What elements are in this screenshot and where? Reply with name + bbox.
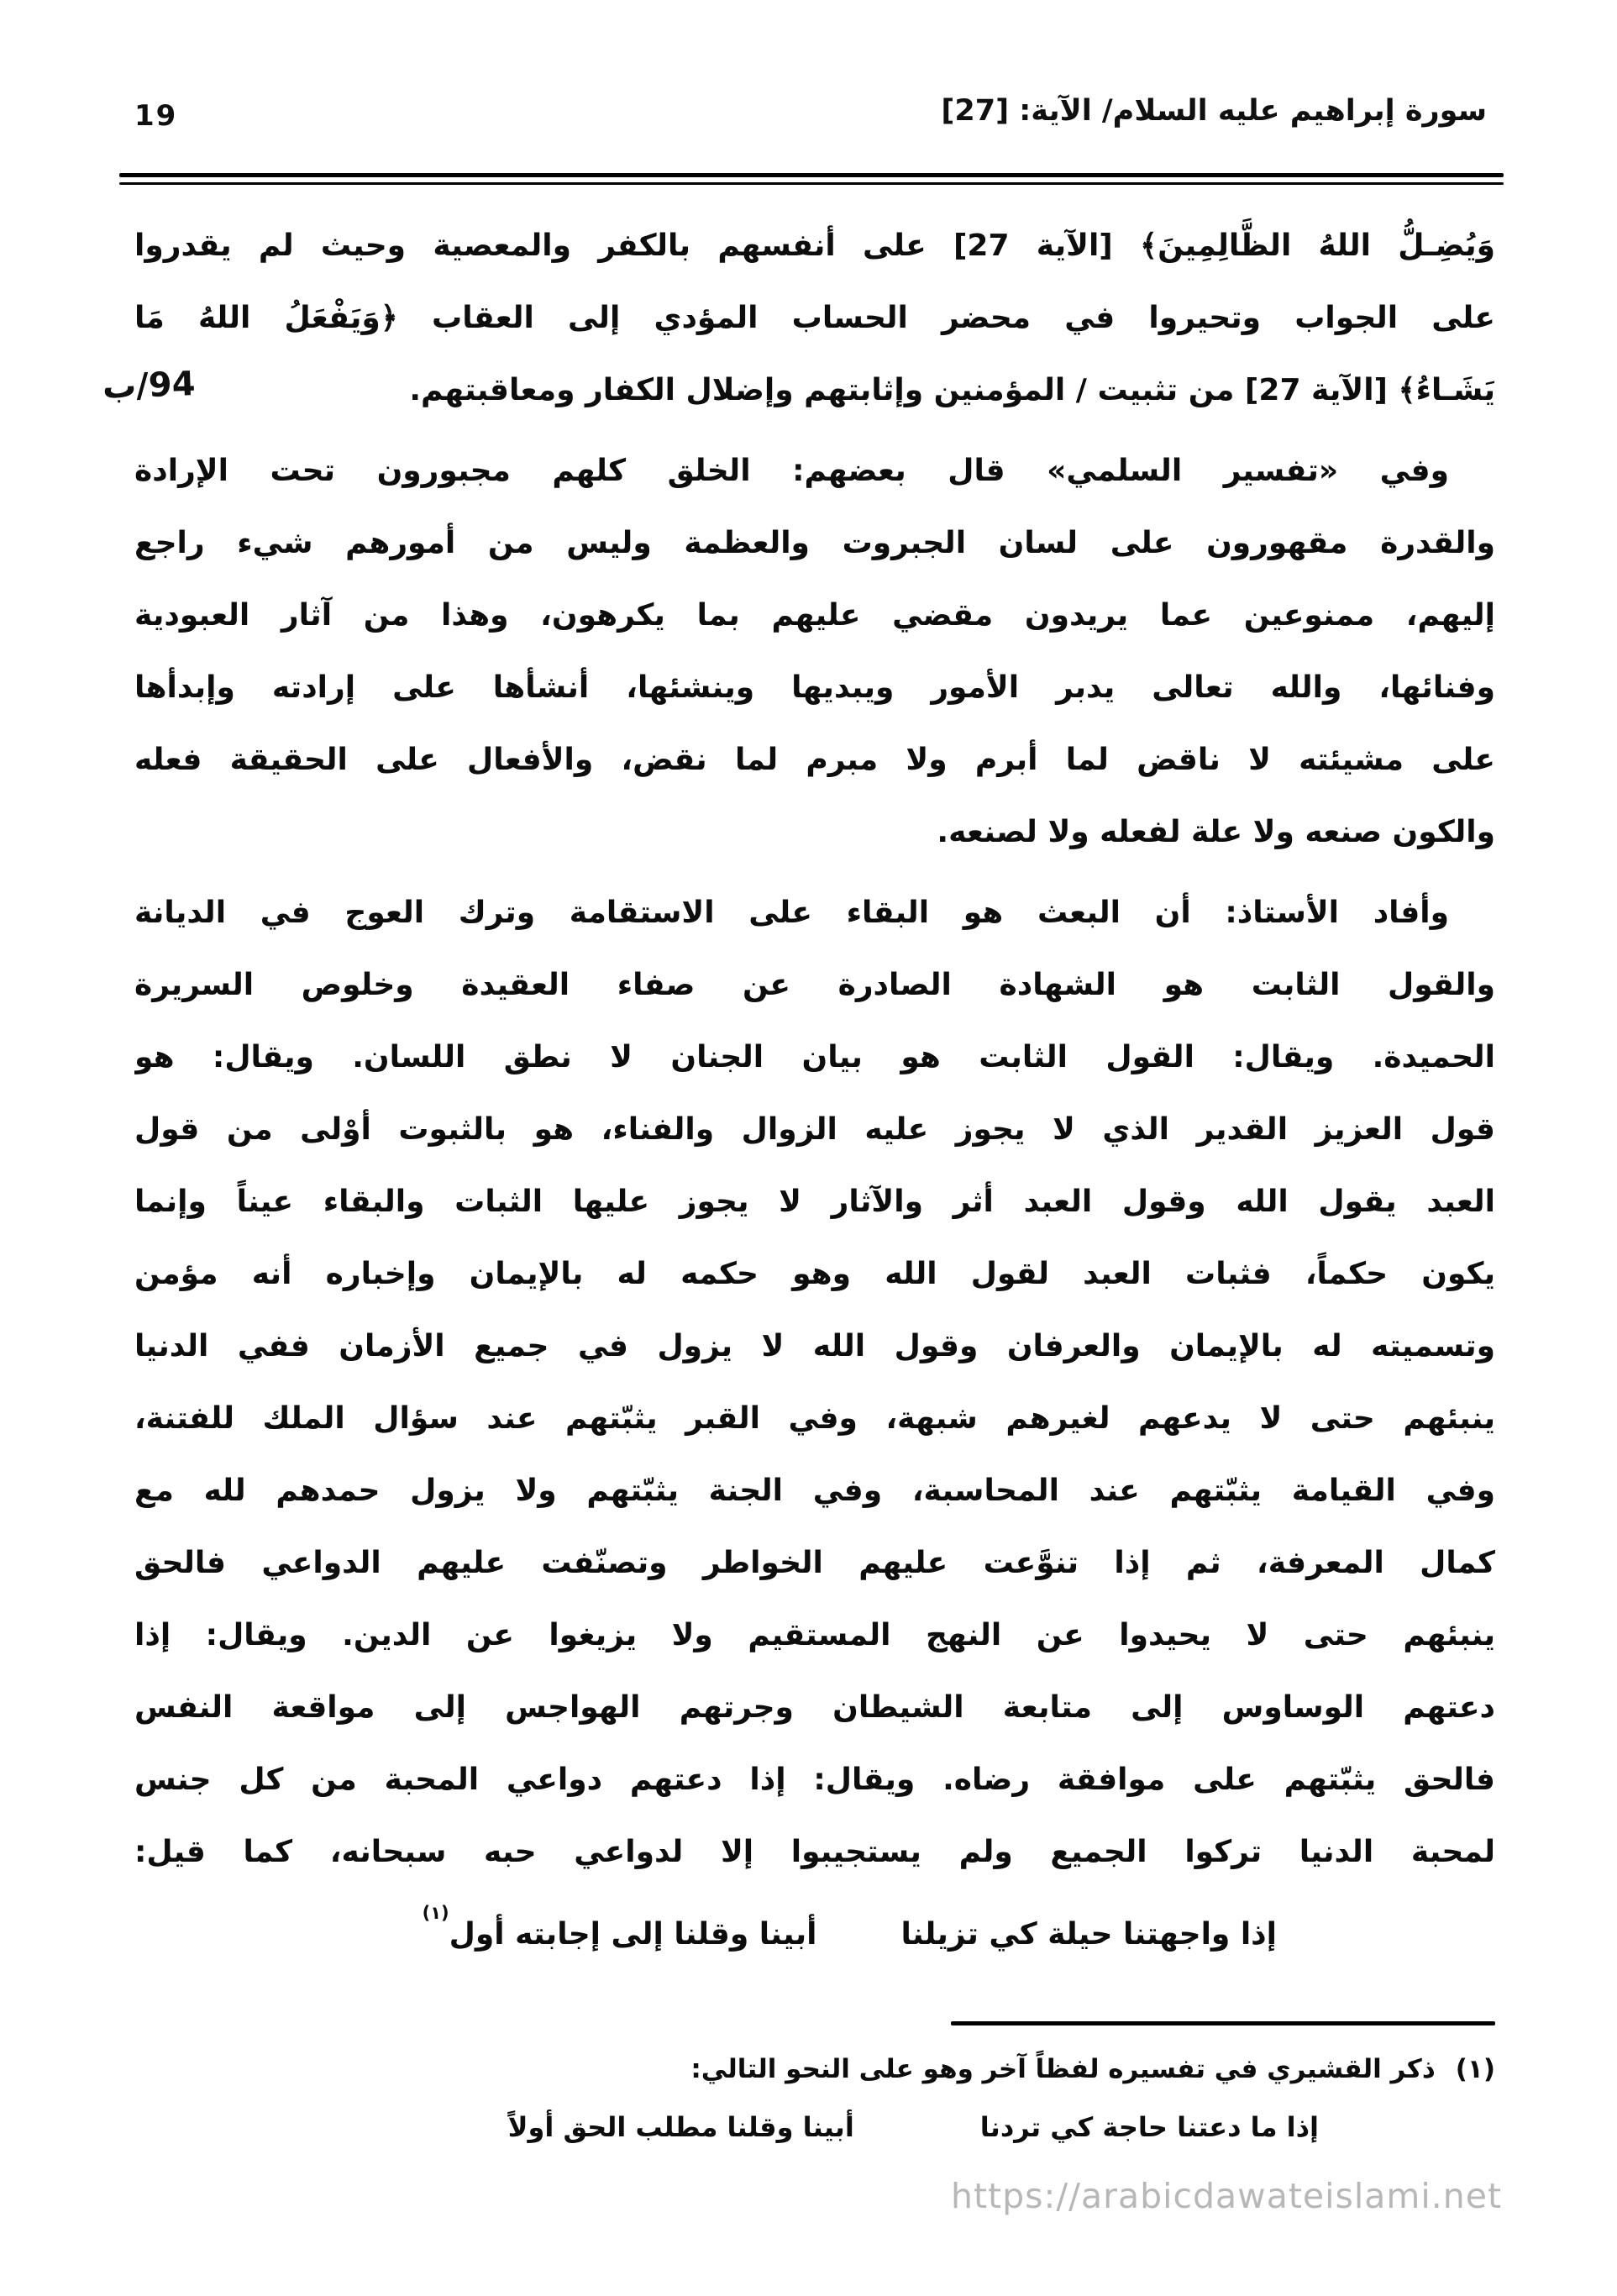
body-line: وتسميته له بالإيمان والعرفان وقول الله لا يزول في جميع الأزمان ففي الدنيا <box>134 1329 1495 1363</box>
footnote-verse <box>134 2108 1495 2146</box>
footnote-verse-right: إذا ما دعتنا حاجة كي تردنا <box>979 2111 1319 2143</box>
body-line: قول العزيز القدير الذي لا يجوز عليه الزوال والفناء، هو بالثبوت أوْلى من قول <box>134 1112 1495 1147</box>
header-rule-top <box>119 173 1504 177</box>
page-number: 19 <box>134 99 178 133</box>
body-line: ينبئهم حتى لا يدعهم لغيرهم شبهة، وفي القبر يثبّتهم عند سؤال الملك للفتنة، <box>134 1401 1495 1436</box>
verse-couplet <box>134 1899 1495 1971</box>
body-line: الحميدة. ويقال: القول الثابت هو بيان الجنان لا نطق اللسان. ويقال: هو <box>134 1040 1495 1074</box>
footnote-block <box>134 2021 1495 2146</box>
footnote-text: ذكر القشيري في تفسيره لفظاً آخر وهو على النحو التالي: <box>690 2054 1436 2084</box>
header-rule-bottom <box>119 182 1504 185</box>
verse-hemistich-left <box>423 1899 817 1971</box>
footnote-verse-left: أبينا وقلنا مطلب الحق أولاً <box>507 2111 854 2143</box>
body-line: وفي القيامة يثبّتهم عند المحاسبة، وفي الجنة يثبّتهم ولا يزول حمدهم لله مع <box>134 1474 1495 1508</box>
verse-hemistich-right: إذا واجهتنا حيلة كي تزيلنا <box>900 1917 1277 1952</box>
body-line: وفنائها، والله تعالى يدبر الأمور ويبديها وينشئها، أنشأها على إرادته وإبدأها <box>134 670 1495 705</box>
footnote-reference: (١) <box>422 1903 449 1923</box>
body-line: على الجواب وتحيروا في محضر الحساب المؤدي إلى العقاب ﴿وَيَفْعَلُ اللهُ مَا <box>134 301 1495 335</box>
footnote-line <box>134 2051 1495 2088</box>
body-line: على مشيئته لا ناقض لما أبرم ولا مبرم لما نقض، والأفعال على الحقيقة فعله <box>134 743 1495 777</box>
body-line: وأفاد الأستاذ: أن البعث هو البقاء على الاستقامة وترك العوج في الديانة <box>134 896 1449 930</box>
footnote-marker: (١) <box>1455 2054 1495 2084</box>
body-line: وَيُضِـلُّ اللهُ الظَّالِمِينَ﴾ [الآية 27] على أنفسهم بالكفر والمعصية وحيث لم يقدروا <box>134 229 1495 263</box>
body-line: والكون صنعه ولا علة لفعله ولا لصنعه. <box>937 815 1495 849</box>
watermark-url: https://arabicdawateislami.net <box>951 2176 1503 2216</box>
body-line: ينبئهم حتى لا يحيدوا عن النهج المستقيم ولا يزيغوا عن الدين. ويقال: إذا <box>134 1618 1495 1652</box>
body-line: وفي «تفسير السلمي» قال بعضهم: الخلق كلهم مجبورون تحت الإرادة <box>134 454 1449 488</box>
margin-folio-note: 94/ب <box>102 365 197 407</box>
verse-hemistich-left-text: أبينا وقلنا إلى إجابته أول <box>449 1917 817 1952</box>
body-text <box>134 210 1495 1971</box>
body-line: دعتهم الوساوس إلى متابعة الشيطان وجرتهم الهواجس إلى مواقعة النفس <box>134 1690 1495 1725</box>
header-rule <box>119 173 1504 185</box>
body-line: كمال المعرفة، ثم إذا تنوَّعت عليهم الخواطر وتصنّفت عليهم الدواعي فالحق <box>134 1546 1495 1580</box>
body-line: والقول الثابت هو الشهادة الصادرة عن صفاء العقيدة وخلوص السريرة <box>134 968 1495 1002</box>
body-line: لمحبة الدنيا تركوا الجميع ولم يستجيبوا إلا لدواعي حبه سبحانه، كما قيل: <box>134 1835 1495 1869</box>
body-line: يَشَـاءُ﴾ [الآية 27] من تثبيت / المؤمنين وإثابتهم وإضلال الكفار ومعاقبتهم. <box>409 373 1495 407</box>
body-line: والقدرة مقهورون على لسان الجبروت والعظمة وليس من أمورهم شيء راجع <box>134 526 1495 560</box>
body-line: إليهم، ممنوعين عما يريدون مقضي عليهم بما يكرهون، وهذا من آثار العبودية <box>134 598 1495 633</box>
header-title: سورة إبراهيم عليه السلام/ الآية: [27] <box>941 94 1487 128</box>
body-line: فالحق يثبّتهم على موافقة رضاه. ويقال: إذا دعتهم دواعي المحبة من كل جنس <box>134 1763 1495 1797</box>
footnote-separator-rule <box>951 2021 1495 2025</box>
body-line: العبد يقول الله وقول العبد أثر والآثار لا يجوز عليها الثبات والبقاء عيناً وإنما <box>134 1185 1495 1219</box>
body-line: يكون حكماً، فثبات العبد لقول الله وهو حكمه له بالإيمان وإخباره أنه مؤمن <box>134 1257 1495 1291</box>
